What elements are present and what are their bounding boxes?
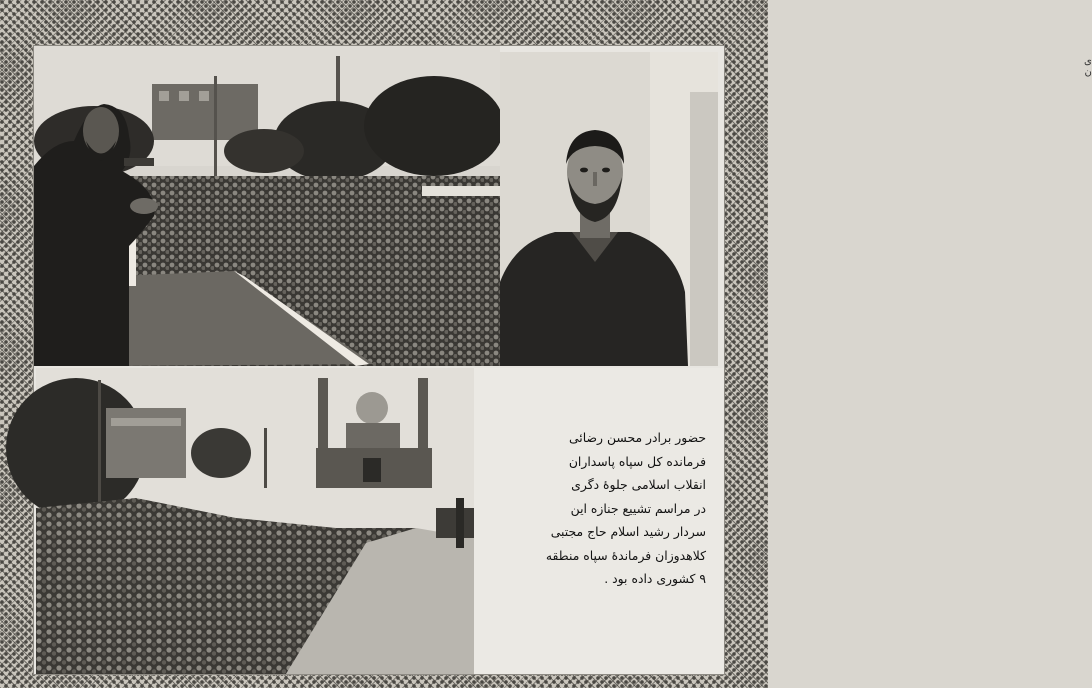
newspaper-clipping	[34, 46, 1092, 674]
portrait-image	[500, 52, 718, 366]
bearded-man-portrait-photo	[500, 52, 1092, 366]
rally-image	[34, 46, 500, 366]
caption-line: ۹ کشوری داده بود .	[604, 571, 706, 586]
caption-line: حضور برادر محسن رضائی	[568, 430, 706, 445]
photo-caption	[481, 426, 706, 591]
speaker-addressing-crowd-photo	[34, 46, 500, 366]
funeral-procession-at-shrine-photo	[36, 368, 474, 674]
caption-line: انقلاب اسلامی جلوه‌ٔ دگری	[571, 477, 706, 492]
caption-line: در مراسم تشییع جنازه این	[570, 500, 706, 516]
funeral-image	[36, 368, 474, 674]
caption-line: فرمانده کل سپاه پاسداران	[568, 453, 706, 469]
top-fragment-text: ی ن	[1084, 56, 1092, 78]
caption-panel	[474, 368, 724, 674]
caption-line: سردار رشید اسلام حاج مجتبی	[550, 524, 706, 539]
caption-line: کلاهدوزان فرمانده‌ٔ سپاه منطقه	[545, 547, 706, 563]
